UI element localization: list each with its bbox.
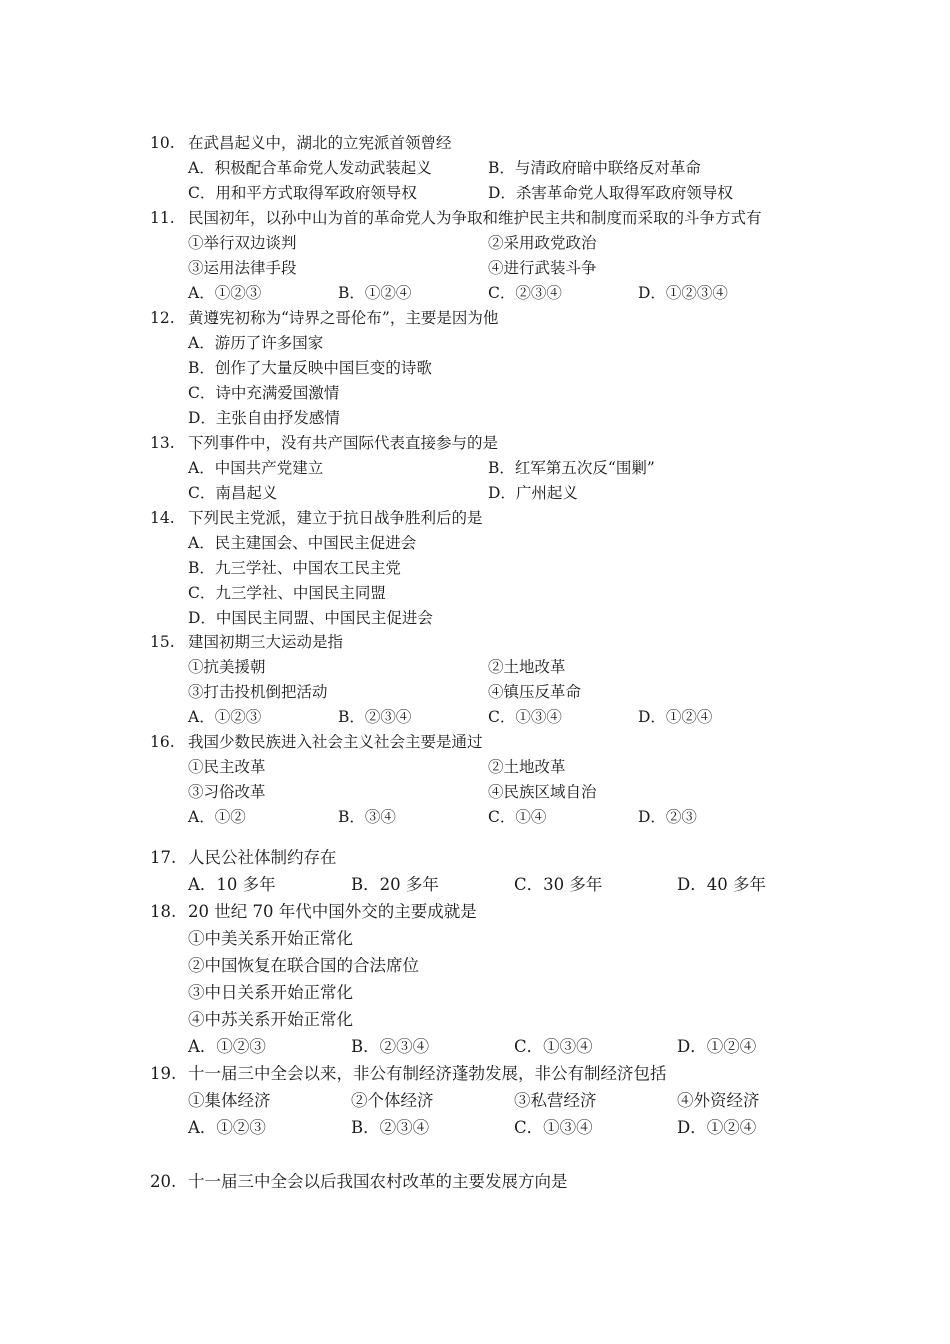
question-stem: 建国初期三大运动是指 (188, 633, 344, 651)
question-number: 11. (150, 209, 175, 227)
option-d: D．广州起义 (488, 484, 578, 502)
option-a: A．积极配合革命党人发动武装起义 (188, 159, 432, 177)
question-stem: 在武昌起义中，湖北的立宪派首领曾经 (188, 134, 452, 152)
question-stem: 黄遵宪初称为“诗界之哥伦布”，主要是因为他 (188, 309, 499, 327)
option-d: D．②③ (638, 808, 697, 826)
item-3: ③私营经济 (514, 1091, 597, 1110)
option-c: C．南昌起义 (188, 484, 278, 502)
question-stem: 20 世纪 70 年代中国外交的主要成就是 (188, 902, 477, 921)
option-b: B．20 多年 (351, 875, 439, 894)
item-4: ④民族区域自治 (488, 783, 597, 801)
question-number: 12. (150, 309, 175, 327)
option-c: C．用和平方式取得军政府领导权 (188, 184, 417, 202)
question-number: 15. (150, 633, 175, 651)
question-number: 10. (150, 134, 175, 152)
option-d: D．主张自由抒发感情 (188, 409, 340, 427)
item-3: ③运用法律手段 (188, 259, 297, 277)
option-d: D．①②④ (677, 1037, 757, 1056)
item-4: ④镇压反革命 (488, 683, 582, 701)
option-b: B．与清政府暗中联络反对革命 (488, 159, 701, 177)
option-b: B．创作了大量反映中国巨变的诗歌 (188, 359, 432, 377)
option-b: B．③④ (338, 808, 396, 826)
question-number: 19. (150, 1064, 177, 1083)
question-number: 13. (150, 434, 175, 452)
option-d: D．①②④ (677, 1118, 757, 1137)
question-number: 20. (150, 1172, 177, 1191)
item-3: ③打击投机倒把活动 (188, 683, 328, 701)
option-c: C．30 多年 (514, 875, 603, 894)
question-stem: 下列民主党派，建立于抗日战争胜利后的是 (188, 509, 483, 527)
option-b: B．②③④ (338, 708, 412, 726)
question-stem: 民国初年，以孙中山为首的革命党人为争取和维护民主共和制度而采取的斗争方式有 (188, 209, 762, 227)
item-4: ④中苏关系开始正常化 (188, 1010, 353, 1029)
item-1: ①集体经济 (188, 1091, 271, 1110)
option-b: B．①②④ (338, 284, 412, 302)
item-2: ②土地改革 (488, 658, 566, 676)
question-number: 14. (150, 509, 175, 527)
question-stem: 十一届三中全会以来，非公有制经济蓬勃发展，非公有制经济包括 (188, 1064, 667, 1083)
option-d: D．①②③④ (638, 284, 728, 302)
item-2: ②个体经济 (351, 1091, 434, 1110)
option-b: B．红军第五次反“围剿” (488, 459, 655, 477)
option-d: D．40 多年 (677, 875, 766, 894)
option-a: A．①②③ (188, 1118, 266, 1137)
option-a: A．中国共产党建立 (188, 459, 324, 477)
question-stem: 下列事件中，没有共产国际代表直接参与的是 (188, 434, 499, 452)
option-d: D．中国民主同盟、中国民主促进会 (188, 609, 433, 627)
item-1: ①抗美援朝 (188, 658, 266, 676)
item-1: ①中美关系开始正常化 (188, 929, 353, 948)
option-c: C．①④ (488, 808, 547, 826)
option-a: A．①②③ (188, 1037, 266, 1056)
item-1: ①举行双边谈判 (188, 234, 297, 252)
option-d: D．①②④ (638, 708, 713, 726)
item-3: ③习俗改革 (188, 783, 266, 801)
option-b: B．②③④ (351, 1037, 430, 1056)
item-4: ④进行武装斗争 (488, 259, 597, 277)
question-number: 16. (150, 733, 175, 751)
option-a: A．①②③ (188, 284, 262, 302)
question-stem: 十一届三中全会以后我国农村改革的主要发展方向是 (188, 1172, 568, 1191)
option-a: A．①② (188, 808, 246, 826)
item-1: ①民主改革 (188, 758, 266, 776)
option-a: A．民主建国会、中国民主促进会 (188, 534, 417, 552)
question-stem: 我国少数民族进入社会主义社会主要是通过 (188, 733, 483, 751)
item-2: ②中国恢复在联合国的合法席位 (188, 956, 419, 975)
option-c: C．九三学社、中国民主同盟 (188, 584, 386, 602)
option-c: C．①③④ (514, 1037, 593, 1056)
option-d: D．杀害革命党人取得军政府领导权 (488, 184, 733, 202)
option-c: C．②③④ (488, 284, 562, 302)
option-c: C．①③④ (488, 708, 562, 726)
option-a: A．10 多年 (188, 875, 276, 894)
option-c: C．①③④ (514, 1118, 593, 1137)
option-b: B．九三学社、中国农工民主党 (188, 559, 401, 577)
option-a: A．游历了许多国家 (188, 334, 324, 352)
item-4: ④外资经济 (677, 1091, 760, 1110)
item-3: ③中日关系开始正常化 (188, 983, 353, 1002)
item-2: ②土地改革 (488, 758, 566, 776)
question-stem: 人民公社体制约存在 (188, 848, 337, 867)
option-a: A．①②③ (188, 708, 262, 726)
item-2: ②采用政党政治 (488, 234, 597, 252)
option-b: B．②③④ (351, 1118, 430, 1137)
option-c: C．诗中充满爱国激情 (188, 384, 340, 402)
question-number: 17. (150, 848, 177, 867)
question-number: 18. (150, 902, 177, 921)
